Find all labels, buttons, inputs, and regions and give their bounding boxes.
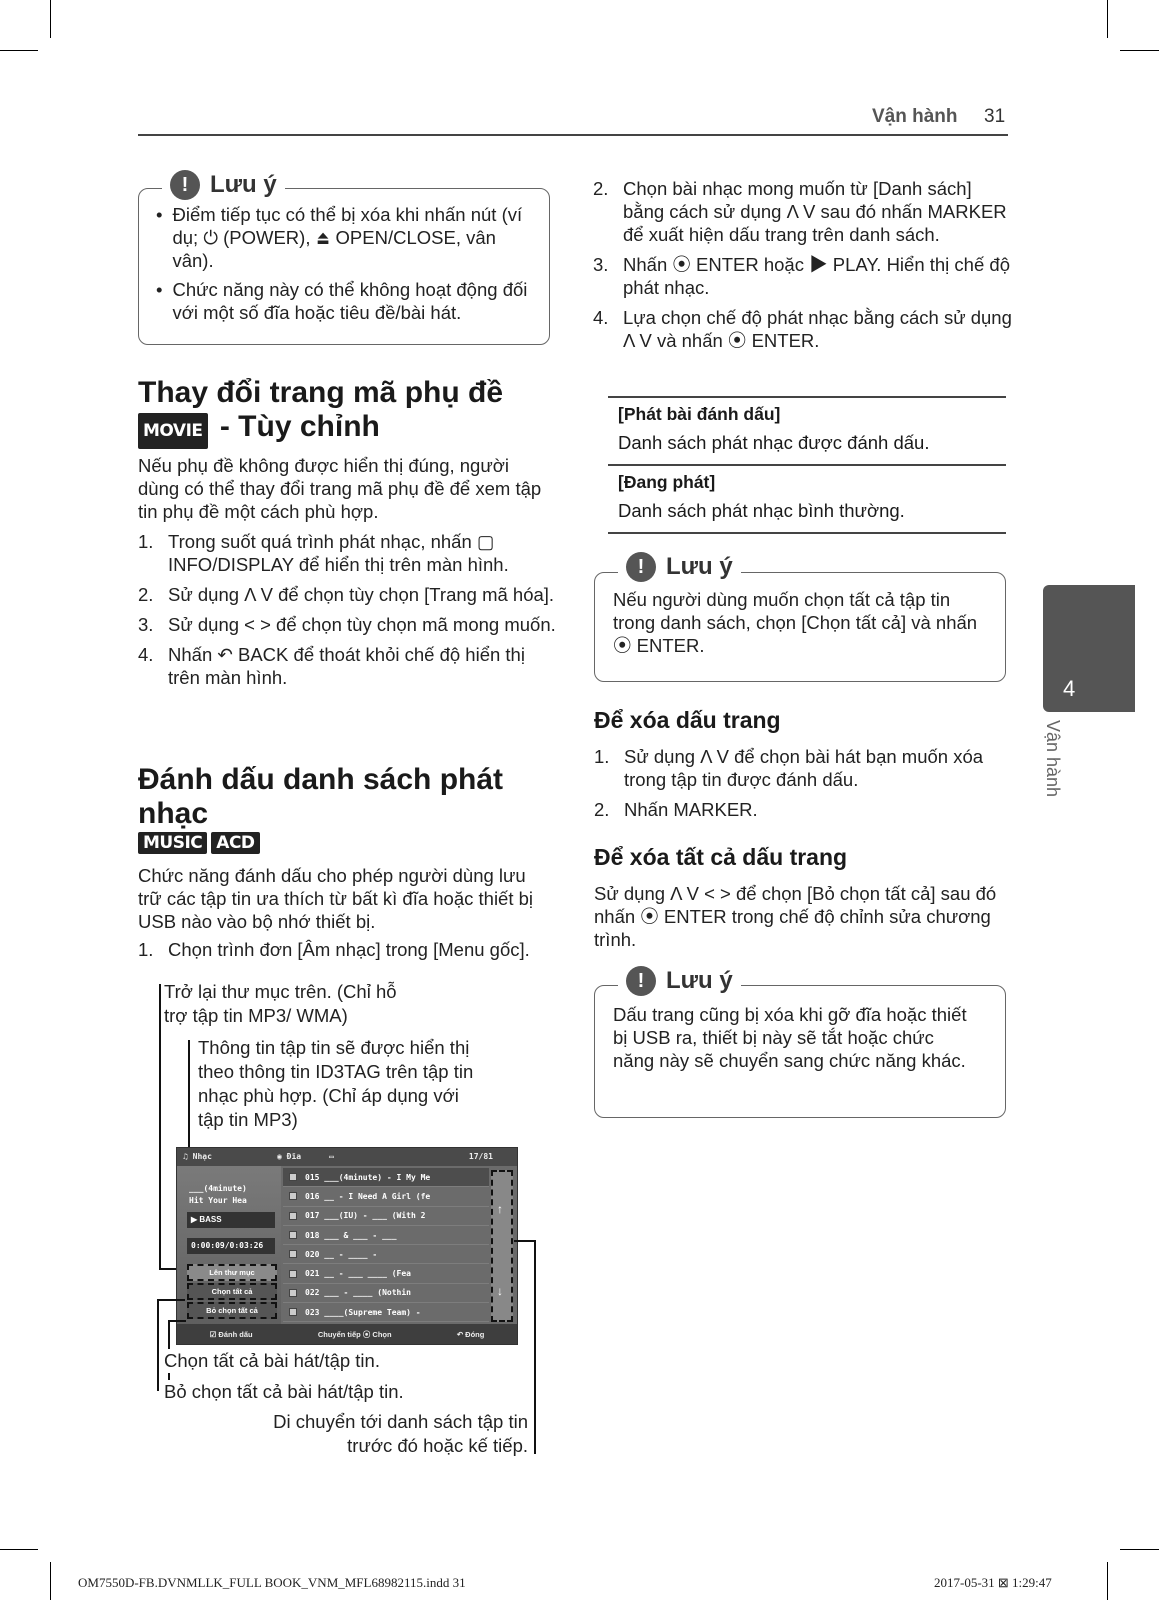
screen-footer: ☑ Đánh dấu Chuyển tiếp ⦿ Chọn ↶ Đóng (177, 1324, 517, 1344)
mode-row: [Đang phát] Danh sách phát nhạc bình thường. (608, 464, 1006, 534)
step-item: 2. Nhấn MARKER. (594, 799, 758, 820)
checkbox-icon (289, 1192, 297, 1200)
track-item[interactable]: 021 __ - ___ ____ (Fea (283, 1264, 489, 1283)
callout-id3: Thông tin tập tin sẽ được hiển thị theo thông tin ID3TAG trên tập tin nhạc phù hợp. (Chỉ áp dụng với tập tin MP3) (198, 1037, 474, 1130)
callout-line (514, 1240, 536, 1242)
movie-badge: MOVIE (138, 413, 208, 449)
callout-line (168, 1320, 186, 1322)
exclamation-icon: ! (626, 552, 656, 582)
print-footer-file: OM7550D-FB.DVNMLLK_FULL BOOK_VNM_MFL68982115.indd 31 (78, 1575, 466, 1590)
track-item[interactable]: 022 ___ - ____ (Nothin (283, 1284, 489, 1303)
step-item: 3. Nhấn ⦿ ENTER hoặc ▶ PLAY. Hiển thị chế độ phát nhạc. (593, 254, 1010, 298)
step-item: 3. Sử dụng < > để chọn tùy chọn mã mong muốn. (138, 614, 556, 635)
crop-mark (50, 0, 51, 38)
crop-mark (0, 1549, 38, 1550)
header-rule (138, 134, 1008, 136)
callout-line (157, 1299, 185, 1301)
exclamation-icon: ! (170, 170, 200, 200)
crop-mark (1107, 0, 1108, 38)
callout-select-all: Chọn tất cả bài hát/tập tin. (164, 1349, 504, 1373)
page-number: 31 (984, 106, 1006, 127)
section-intro: Nếu phụ đề không được hiển thị đúng, người dùng có thể thay đổi trang mã phụ đề để xem tập tin phụ đề một cách phù hợp. (138, 455, 542, 522)
note-body: Nếu người dùng muốn chọn tất cả tập tin trong danh sách, chọn [Chọn tất cả] và nhấn ⦿ ENTER. (613, 589, 978, 656)
chapter-tab: 4 (1043, 585, 1135, 712)
callout-move-list: Di chuyển tới danh sách tập tin trước đó hoặc kế tiếp. (273, 1411, 528, 1456)
section-intro: Chức năng đánh dấu cho phép người dùng lưu trữ các tập tin ưa thích từ bất kì đĩa hoặc thiết bị USB nào vào bộ nhớ thiết bị. (138, 865, 534, 932)
section-title: Đánh dấu danh sách phát nhạc (138, 763, 504, 830)
track-item[interactable]: 020 __ - ____ - (283, 1245, 489, 1264)
music-badge: MUSIC (138, 832, 207, 854)
list-scrollbar[interactable] (491, 1170, 513, 1322)
crop-mark (1120, 1549, 1159, 1550)
track-item[interactable]: 017 ___(IU) - ___ (With 2 (283, 1207, 489, 1226)
track-list (283, 1168, 489, 1322)
track-item[interactable]: 016 __ - I Need A Girl (fe (283, 1187, 489, 1206)
select-all-button[interactable]: Chọn tất cả (187, 1283, 277, 1300)
callout-line (157, 1299, 159, 1391)
note-bullet: • Điểm tiếp tục có thể bị xóa khi nhấn nút (ví dụ; ⏻ (POWER), ⏏ OPEN/CLOSE, vân vân). (156, 204, 523, 271)
section-title: Để xóa tất cả dấu trang (594, 844, 848, 870)
callout-up-folder: Trở lại thư mục trên. (Chỉ hỗ trợ tập tin MP3/ WMA) (164, 981, 397, 1026)
note-title: Lưu ý (210, 171, 277, 198)
step-item: 2. Sử dụng Λ V để chọn tùy chọn [Trang mã hóa]. (138, 584, 555, 605)
crop-mark (1120, 50, 1159, 51)
crop-mark (1107, 1562, 1108, 1600)
arrow-down-icon[interactable]: ↓ (497, 1284, 503, 1298)
note-heading: ! Lưu ý (618, 966, 741, 996)
checkbox-icon (289, 1289, 297, 1297)
exclamation-icon: ! (626, 966, 656, 996)
badge-row (138, 832, 264, 854)
note-bullet: • Chức năng này có thể không hoạt động đối với một số đĩa hoặc tiêu đề/bài hát. (156, 279, 528, 323)
checkbox-icon (289, 1270, 297, 1278)
print-footer-date: 2017-05-31 ⊠ 1:29:47 (934, 1575, 1052, 1590)
note-body (156, 203, 542, 330)
step-item: 2. Chọn bài nhạc mong muốn từ [Danh sách] bằng cách sử dụng Λ V sau đó nhấn MARKER để xuất hiện dấu trang trên danh sách. (593, 178, 1007, 245)
callout-deselect-all: Bỏ chọn tất cả bài hát/tập tin. (164, 1380, 504, 1404)
section-body: Sử dụng Λ V < > để chọn [Bỏ chọn tất cả] sau đó nhấn ⦿ ENTER trong chế độ chỉnh sửa chương trình. (594, 883, 997, 950)
callout-line (159, 984, 161, 1270)
step-item: 1. Trong suốt quá trình phát nhạc, nhấn ▢ INFO/DISPLAY để hiển thị trên màn hình. (138, 531, 509, 575)
steps-list (594, 745, 1004, 828)
music-menu-screenshot (176, 1147, 518, 1345)
step-item: 1. Chọn trình đơn [Âm nhạc] trong [Menu gốc]. (138, 939, 530, 960)
screen-info-panel: ___(4minute) Hit Your Hea ▶ BASS 0:00:09/0:03:26 (177, 1166, 281, 1326)
deselect-all-button[interactable]: Bỏ chọn tất cả (187, 1302, 277, 1319)
track-item[interactable]: 023 ____(Supreme Team) - (283, 1303, 489, 1322)
callout-line (534, 1240, 536, 1454)
acd-badge: ACD (211, 832, 259, 854)
crop-mark (0, 50, 38, 51)
step-item: 1. Sử dụng Λ V để chọn bài hát bạn muốn xóa trong tập tin được đánh dấu. (594, 746, 984, 790)
steps-list (138, 530, 558, 696)
up-folder-button[interactable]: Lên thư mục (187, 1264, 277, 1281)
steps-list (593, 177, 1013, 359)
section-title: Để xóa dấu trang (594, 707, 781, 733)
note-body: Dấu trang cũng bị xóa khi gỡ đĩa hoặc thiết bị USB ra, thiết bị này sẽ tắt hoặc chức năng này sẽ chuyển sang chức năng khác. (613, 1004, 967, 1071)
note-heading: ! Lưu ý (618, 552, 741, 582)
note-heading (162, 170, 285, 200)
arrow-up-icon[interactable]: ↑ (497, 1202, 503, 1216)
checkbox-icon (289, 1250, 297, 1258)
checkbox-icon (289, 1308, 297, 1316)
step-item: 4. Lựa chọn chế độ phát nhạc bằng cách sử dụng Λ V và nhấn ⦿ ENTER. (593, 307, 1012, 351)
mode-row: [Phát bài đánh dấu] Danh sách phát nhạc được đánh dấu. (608, 396, 1006, 464)
section-title: Thay đổi trang mã phụ đề MOVIE - Tùy chỉnh (138, 376, 558, 449)
step-item: 4. Nhấn ↶ BACK để thoát khỏi chế độ hiển thị trên màn hình. (138, 644, 525, 688)
checkbox-icon (289, 1173, 297, 1181)
folder-icon: ▭ (329, 1152, 334, 1161)
crop-mark (50, 1562, 51, 1600)
track-item[interactable]: 018 ___ & ___ - ___ (283, 1226, 489, 1245)
track-item[interactable]: 015 ___(4minute) - I My Me (283, 1168, 489, 1187)
checkbox-icon (289, 1212, 297, 1220)
mode-table (608, 396, 1006, 534)
chapter-label: Vận hành (1043, 720, 1063, 798)
checkbox-icon (289, 1231, 297, 1239)
screen-topbar: ♫ Nhạc ◉ Đĩa ▭ 17/81 (177, 1148, 517, 1166)
header-section: Vận hành (872, 106, 958, 127)
